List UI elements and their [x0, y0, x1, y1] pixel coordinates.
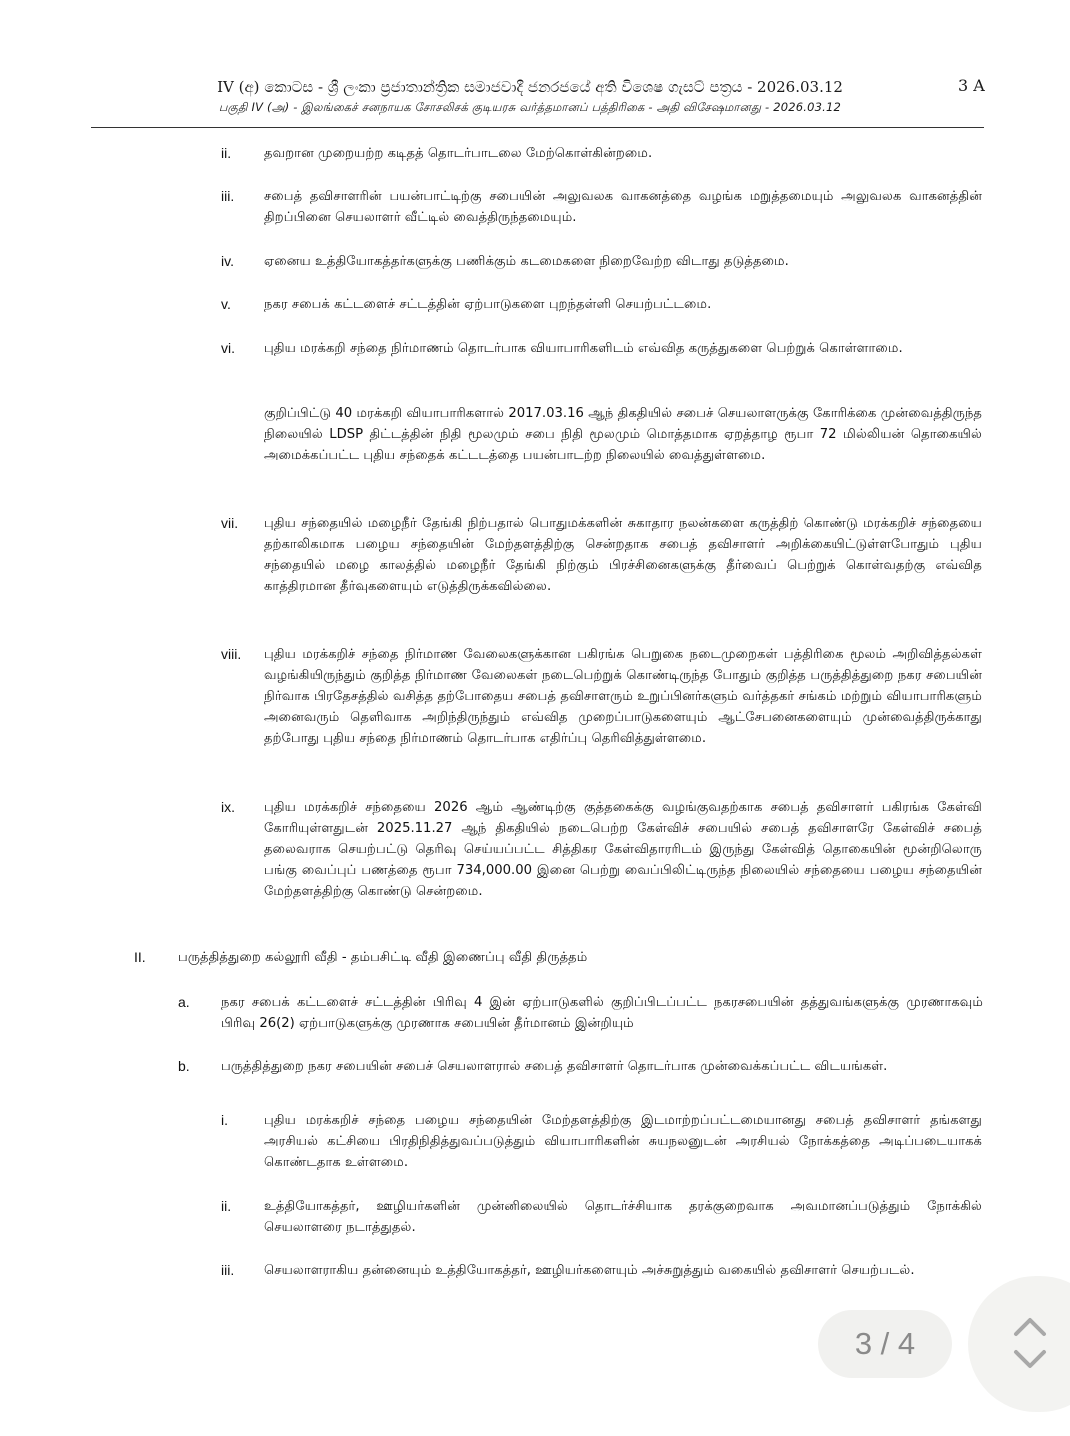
list-item-text: சபைத் தவிசாளரின் பயன்பாட்டிற்கு சபையின் அலுவலக வாகனத்தை வழங்க மறுத்தமையும் அலுவலக வாகனத்தின் திறப்பினை செயலாளர் வீட்டில் வைத்திருந்தமையும். [264, 189, 982, 225]
list-item-text: நகர சபைக் கட்டளைச் சட்டத்தின் பிரிவு 4 இன் ஏற்பாடுகளில் குறிப்பிடப்பட்ட நகரசபையின் தத்துவங்களுக்கு முரணாகவும் பிரிவு 26(2) ஏற்பாடுகளுக்கு முரணாக சபையின் தீர்மானம் இன்றியும் [221, 995, 983, 1031]
list-item-text: புதிய மரக்கறிச் சந்தை நிர்மாண வேலைகளுக்கான பகிரங்க பெறுகை நடைமுறைகள் பத்திரிகை மூலம் அறிவித்தல்கள் வழங்கியிருந்தும் குறித்த நிர்மாண வேலைகள் நடைபெற்றுக் கொண்டிருந்த போதும் குறித்த பருத்தித்துறை நகர சபையின் நிர்வாக பிரதேசத்தில் வசித்த தற்போதைய சபைத் தவிசாளரும் உறுப்பினர்களும் வர்த்தகர் சங்கம் மற்றும் வியாபாரிகளும் அனைவரும் தெளிவாக அறிந்திருந்தும் எவ்வித முறைப்பாடுகளையும் ஆட்சேபனைகளையும் முன்வைத்திருக்காது தற்போது புதிய சந்தை நிர்மாணம் தொடர்பாக எதிர்ப்பு தெரிவித்துள்ளமை. [264, 647, 982, 746]
list-item-text: ஏனைய உத்தியோகத்தர்களுக்கு பணிக்கும் கடமைகளை நிறைவேற்ற விடாது தடுத்தமை. [264, 254, 789, 269]
item-number: vii. [221, 515, 239, 531]
list-item-text: புதிய மரக்கறிச் சந்தையை 2026 ஆம் ஆண்டிற்கு குத்தகைக்கு வழங்குவதற்காக சபைத் தவிசாளர் பகிரங்க கேள்வி கோரியுள்ளதுடன் 2025.11.27 ஆந் திகதியில் நடைபெற்ற கேள்விச் சபையில் சபைத் தவிசாளரே கேள்விச் சபைத் தலைவராக செயற்பட்டு தெரிவு செய்யப்பட்ட சித்திகர கேள்விதாரரிடம் இருந்து கேள்வித் தொகையின் மூன்றிலொரு பங்கு வைப்புப் பணத்தை ரூபா 734,000.00 இனை பெற்று வைப்பிலிட்டிருந்த நிலையில் சந்தையை பழைய சந்தையின் மேற்தளத்திற்கு கொண்டு சென்றமை. [264, 800, 982, 899]
item-number: i. [221, 1112, 228, 1128]
item-number: iii. [221, 1262, 235, 1278]
item-letter: b. [178, 1058, 190, 1074]
gazette-header-tamil: பகுதி IV (அ) - இலங்கைச் சனநாயக சோசலிசக் குடியரசு வர்த்தமானப் பத்திரிகை - அதி விசேஷமானது - 2026.03.12 [218, 100, 842, 114]
item-number: iv. [221, 253, 234, 269]
page-number: 3 A [958, 76, 985, 95]
item-number: vi. [221, 340, 235, 356]
section-number: II. [134, 949, 146, 965]
page-scroll-control[interactable] [968, 1276, 1070, 1412]
list-item-text: புதிய மரக்கறிச் சந்தை பழைய சந்தையின் மேற்தளத்திற்கு இடமாற்றப்பட்டமையானது சபைத் தவிசாளர் தங்களது அரசியல் கட்சியை பிரதிநிதித்துவப்படுத்தும் வியாபாரிகளின் சுயநலனுடன் அரசியல் நோக்கத்தை அடிப்படையாகக் கொண்டதாக உள்ளமை. [264, 1113, 982, 1170]
page-indicator[interactable]: 3 / 4 [818, 1310, 952, 1378]
list-item-text: நகர சபைக் கட்டளைச் சட்டத்தின் ஏற்பாடுகளை புறந்தள்ளி செயற்பட்டமை. [264, 297, 712, 312]
item-number: v. [221, 296, 231, 312]
list-item-text: உத்தியோகத்தர், ஊழியர்களின் முன்னிலையில் தொடர்ச்சியாக தரக்குறைவாக அவமானப்படுத்தும் நோக்கில் செயலாளரை நடாத்துதல். [264, 1199, 982, 1235]
item-number: viii. [221, 646, 242, 662]
list-item-text: புதிய மரக்கறி சந்தை நிர்மாணம் தொடர்பாக வியாபாரிகளிடம் எவ்வித கருத்துகளை பெற்றுக் கொள்ளாமை. [264, 341, 903, 356]
list-item-text: தவறான முறையற்ற கடிதத் தொடர்பாடலை மேற்கொள்கின்றமை. [264, 146, 653, 161]
header-divider [91, 127, 984, 128]
item-number: ii. [221, 145, 232, 161]
list-item-text: செயலாளராகிய தன்னையும் உத்தியோகத்தர், ஊழியர்களையும் அச்சுறுத்தும் வகையில் தவிசாளர் செயற்படல். [264, 1263, 915, 1278]
list-item-text: புதிய சந்தையில் மழைநீர் தேங்கி நிற்பதால் பொதுமக்களின் சுகாதார நலன்களை கருத்திற் கொண்டு மரக்கறிச் சந்தையை தற்காலிகமாக பழைய சந்தையின் மேற்தளத்திற்கு சென்றதாக சபைத் தவிசாளர் அறிக்கையிட்டுள்ளபோதும் புதிய சந்தையில் மழை காலத்தில் மழைநீர் தேங்கி நிற்கும் பிரச்சினைகளுக்கு தீர்வைப் பெற்றுக் கொள்வதற்கு எவ்வித காத்திரமான தீர்வுகளையும் எடுத்திருக்கவில்லை. [264, 516, 982, 594]
item-number: ii. [221, 1198, 232, 1214]
item-number: ix. [221, 799, 235, 815]
section-title: பருத்தித்துறை கல்லூரி வீதி - தம்பசிட்டி வீதி இணைப்பு வீதி திருத்தம் [178, 950, 588, 965]
item-number: iii. [221, 188, 235, 204]
list-item-text: பருத்தித்துறை நகர சபையின் சபைச் செயலாளரால் சபைத் தவிசாளர் தொடர்பாக முன்வைக்கப்பட்ட விடயங்கள். [221, 1059, 888, 1074]
item-letter: a. [178, 994, 190, 1010]
chevron-down-icon[interactable] [1010, 1348, 1050, 1372]
paragraph: குறிப்பிட்டு 40 மரக்கறி வியாபாரிகளால் 2017.03.16 ஆந் திகதியில் சபைச் செயலாளருக்கு கோரிக்கை முன்வைத்திருந்த நிலையில் LDSP திட்டத்தின் நிதி மூலமும் சபை நிதி மூலமும் மொத்தமாக ஏறத்தாழ ரூபா 72 மில்லியன் தொகையில் அமைக்கப்பட்ட புதிய சந்தைக் கட்டடத்தை பயன்பாடற்ற நிலையில் வைத்துள்ளமை. [264, 406, 982, 463]
chevron-up-icon[interactable] [1010, 1314, 1050, 1338]
gazette-header-sinhala: IV (අ) කොටස - ශ්‍රී ලංකා ප්‍රජාතාන්ත්‍රික සමාජවාදී ජනරජයේ අති විශෙෂ ගැසට් පත්‍රය - 2026.03.12 [217, 78, 843, 96]
